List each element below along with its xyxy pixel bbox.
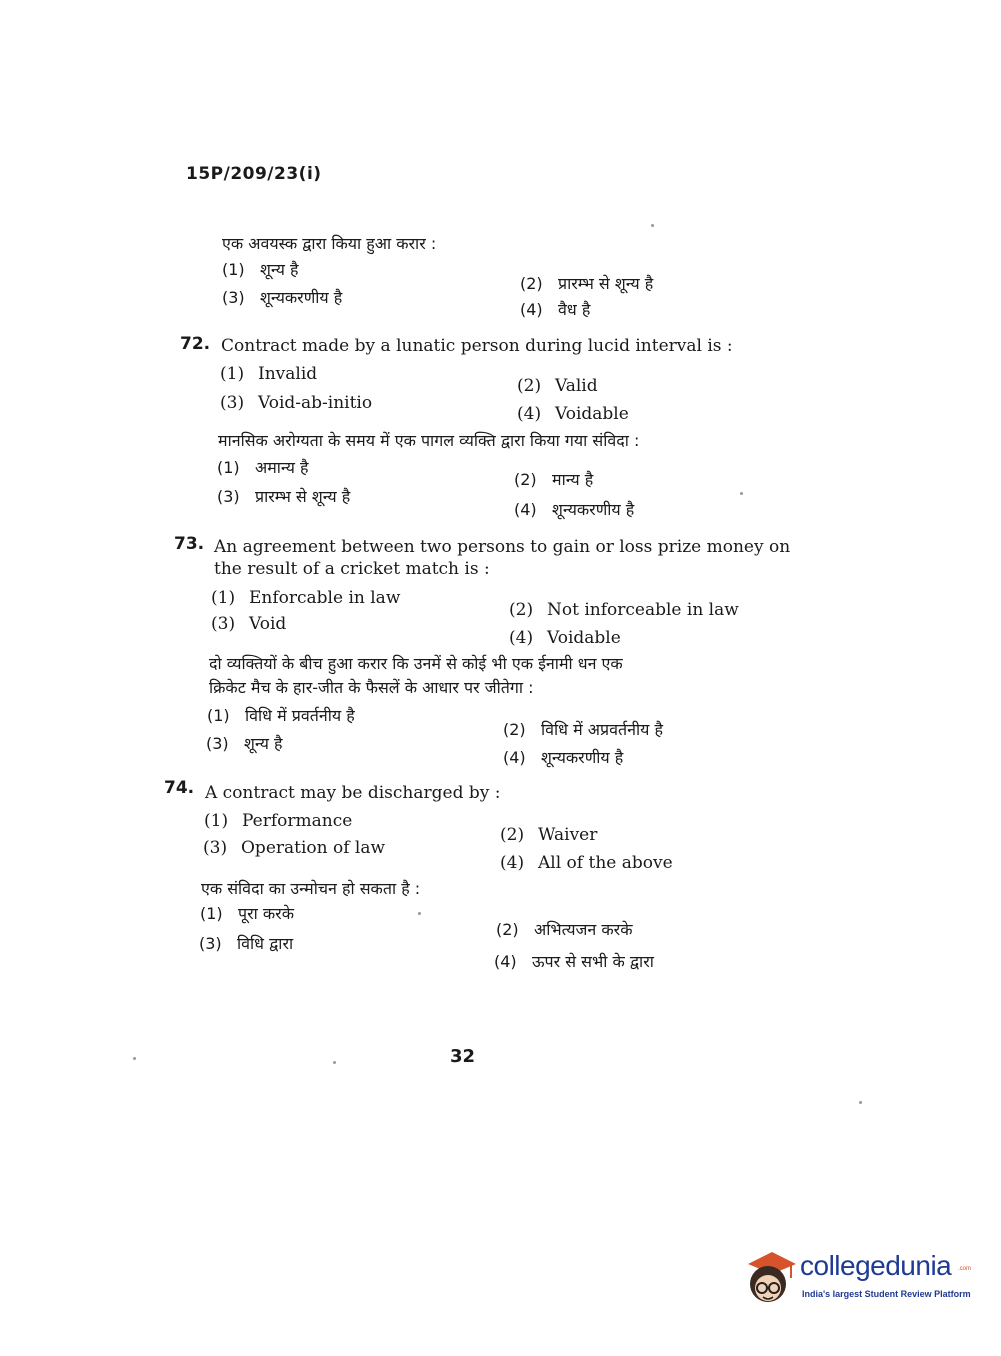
q72-hindi-option-3: (3) प्रारम्भ से शून्य है: [217, 487, 351, 506]
q73-hindi-option-3: (3) शून्य है: [206, 734, 283, 753]
q71-hindi-option-1: (1) शून्य है: [222, 260, 299, 279]
q73-option-1: (1) Enforcable in law: [211, 588, 401, 608]
q73-number: 73.: [174, 534, 205, 554]
brand-suffix: .com: [958, 1266, 972, 1272]
scan-speck: [740, 492, 743, 495]
q72-option-1: (1) Invalid: [220, 364, 318, 384]
q74-hindi-option-1: (1) पूरा करके: [200, 904, 294, 923]
q74-option-1: (1) Performance: [204, 811, 353, 831]
q71-hindi-option-4: (4) वैध है: [520, 300, 591, 319]
q73-option-4: (4) Voidable: [509, 628, 621, 648]
q73-hindi-option-1: (1) विधि में प्रवर्तनीय है: [207, 706, 355, 725]
q74-hindi-option-4: (4) ऊपर से सभी के द्वारा: [494, 952, 654, 971]
brand-tagline: India's largest Student Review Platform: [802, 1289, 971, 1299]
mascot-icon: [742, 1246, 800, 1310]
q72-hindi-option-2: (2) मान्य है: [514, 470, 594, 489]
q72-stem: Contract made by a lunatic person during lucid interval is :: [221, 336, 733, 356]
page-number: 32: [450, 1046, 476, 1067]
scan-speck: [859, 1101, 862, 1104]
q72-hindi-option-1: (1) अमान्य है: [217, 458, 309, 477]
q74-option-2: (2) Waiver: [500, 825, 598, 845]
q74-hindi-option-3: (3) विधि द्वारा: [199, 934, 294, 953]
scan-speck: [333, 1061, 336, 1064]
brand-name: collegedunia: [800, 1250, 952, 1281]
q74-hindi-option-2: (2) अभित्यजन करके: [496, 920, 633, 939]
q72-option-4: (4) Voidable: [517, 404, 629, 424]
collegedunia-watermark: [742, 1246, 972, 1310]
q74-hindi-stem: एक संविदा का उन्मोचन हो सकता है :: [201, 879, 421, 898]
q74-option-4: (4) All of the above: [500, 853, 673, 873]
q71-hindi-stem: एक अवयस्क द्वारा किया हुआ करार :: [222, 234, 437, 253]
q73-hindi-option-4: (4) शून्यकरणीय है: [503, 748, 624, 767]
q74-number: 74.: [164, 778, 195, 798]
scan-speck: [418, 912, 421, 915]
q73-option-3: (3) Void: [211, 614, 287, 634]
q72-option-3: (3) Void-ab-initio: [220, 393, 373, 413]
q71-hindi-option-3: (3) शून्यकरणीय है: [222, 288, 343, 307]
scan-speck: [133, 1057, 136, 1060]
q73-stem-line-1: An agreement between two persons to gain or loss prize money on: [214, 537, 791, 557]
q72-hindi-stem: मानसिक अरोग्यता के समय में एक पागल व्यक्ति द्वारा किया गया संविदा :: [218, 431, 640, 450]
q73-option-2: (2) Not inforceable in law: [509, 600, 739, 620]
q74-option-3: (3) Operation of law: [203, 838, 386, 858]
q72-number: 72.: [180, 334, 211, 354]
scan-speck: [651, 224, 654, 227]
q74-stem: A contract may be discharged by :: [205, 783, 501, 803]
q71-hindi-option-2: (2) प्रारम्भ से शून्य है: [520, 274, 654, 293]
q72-hindi-option-4: (4) शून्यकरणीय है: [514, 500, 635, 519]
paper-code: 15P/209/23(i): [186, 164, 322, 184]
q73-hindi-stem-line-1: दो व्यक्तियों के बीच हुआ करार कि उनमें से कोई भी एक ईनामी धन एक: [209, 654, 623, 673]
q72-option-2: (2) Valid: [517, 376, 598, 396]
q73-hindi-stem-line-2: क्रिकेट मैच के हार-जीत के फैसलें के आधार पर जीतेगा :: [209, 678, 534, 697]
q73-stem-line-2: the result of a cricket match is :: [214, 559, 490, 579]
q73-hindi-option-2: (2) विधि में अप्रवर्तनीय है: [503, 720, 663, 739]
